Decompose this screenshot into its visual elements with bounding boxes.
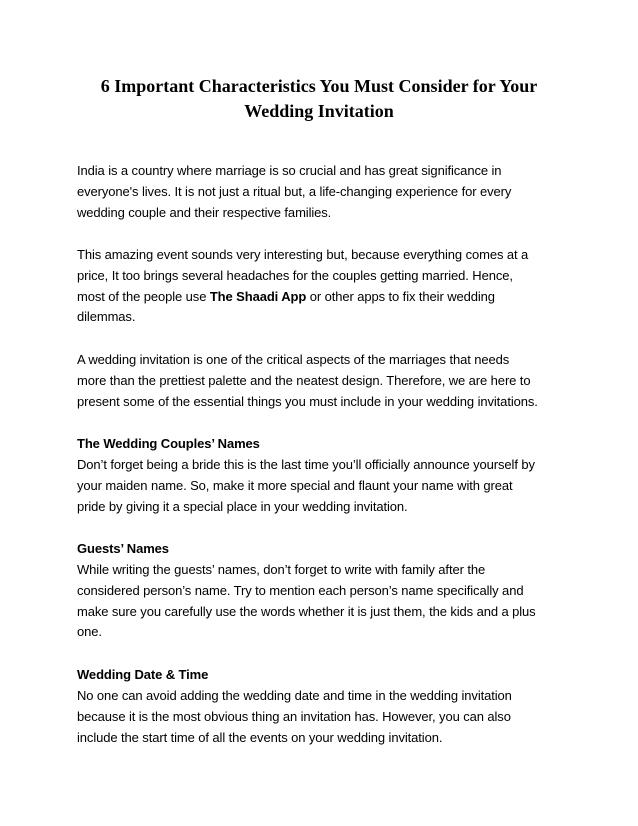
- intro-paragraph-1: [77, 161, 622, 223]
- section-heading-guests-names: Guests’ Names: [77, 541, 169, 556]
- text-line: considered person’s name. Try to mention each person’s name specifically and: [77, 582, 524, 598]
- text-line: [77, 287, 622, 308]
- text-line: This amazing event sounds very interesting but, because everything comes at a: [77, 247, 529, 262]
- text-line: pride by giving it a special place in your wedding invitation.: [77, 498, 408, 514]
- section-body-couples-names: [77, 455, 622, 517]
- text-line: Don’t forget being a bride this is the last time you’ll officially announce yourself by: [77, 457, 535, 472]
- section-body-guests-names: [77, 560, 622, 643]
- section-body-date-time: [77, 686, 622, 748]
- text-line: everyone's lives. It is not just a ritual but, a life-changing experience for every: [77, 183, 512, 199]
- section-heading-date-time: Wedding Date & Time: [77, 667, 209, 682]
- document-title: 6 Important Characteristics You Must Consider for Your Wedding Invitation: [100, 76, 538, 121]
- intro-paragraph-3: [77, 350, 622, 412]
- text-line: price, It too brings several headaches for the couples getting married. Hence,: [77, 267, 513, 283]
- text-line: While writing the guests’ names, don’t forget to write with family after the: [77, 562, 486, 577]
- text-line: present some of the essential things you must include in your wedding invitations.: [77, 393, 538, 409]
- text-line: include the start time of all the events on your wedding invitation.: [77, 729, 443, 745]
- text-line: A wedding invitation is one of the critical aspects of the marriages that needs: [77, 352, 510, 367]
- text-line: one.: [77, 624, 102, 640]
- text-line: No one can avoid adding the wedding date and time in the wedding invitation: [77, 688, 512, 703]
- intro-paragraph-2: [77, 245, 622, 328]
- text-line: your maiden name. So, make it more special and flaunt your name with great: [77, 477, 513, 493]
- text-line: wedding couple and their respective families.: [77, 204, 332, 220]
- text-line: India is a country where marriage is so crucial and has great significance in: [77, 163, 502, 178]
- text-line: more than the prettiest palette and the neatest design. Therefore, we are here to: [77, 372, 531, 388]
- text-line: make sure you carefully use the words whether it is just them, the kids and a plus: [77, 603, 536, 619]
- text-line: dilemmas.: [77, 309, 136, 325]
- text-segment: or other apps to fix their wedding: [306, 288, 495, 304]
- text-segment: most of the people use: [77, 288, 210, 304]
- app-name-bold: The Shaadi App: [209, 288, 307, 304]
- text-line: because it is the most obvious thing an invitation has. However, you can also: [77, 708, 511, 724]
- section-heading-couples-names: The Wedding Couples’ Names: [77, 436, 260, 451]
